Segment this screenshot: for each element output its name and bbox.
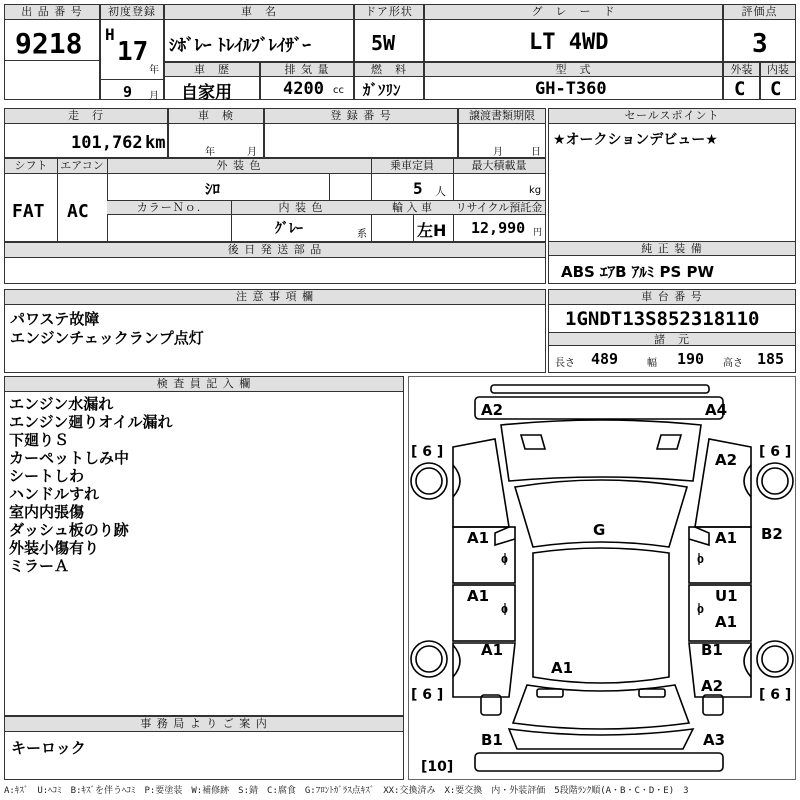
- deadline-month-unit: 月: [493, 147, 503, 158]
- transfer-deadline-header: 譲渡書類期限: [459, 109, 545, 124]
- ext-color-header: 外 装 色: [107, 159, 371, 174]
- sales-point-text: ★オークションデビュー★: [553, 132, 718, 148]
- displacement-unit: cc: [333, 85, 344, 96]
- damage-u1-rear-door-right: U1: [715, 587, 738, 605]
- inspector-note: ハンドルすれ: [9, 485, 100, 503]
- damage-a1-roof-rear: A1: [551, 659, 574, 677]
- history-value: 自家用: [181, 83, 232, 103]
- damage-a3-rear-right: A3: [703, 731, 726, 749]
- length-label: 長さ: [555, 358, 575, 369]
- chassis-header: 車 台 番 号: [549, 290, 795, 305]
- tire-fr-tread: [ 6 ]: [759, 444, 792, 460]
- inspector-note: ダッシュ板のり跡: [9, 521, 129, 539]
- recycle-unit: 円: [533, 228, 543, 238]
- chassis-number: 1GNDT13S852318110: [565, 308, 760, 330]
- grade-box: [424, 4, 723, 62]
- tire-rl-tread: [ 6 ]: [411, 687, 444, 703]
- office-note: キーロック: [11, 739, 86, 757]
- later-parts-header: 後 日 発 送 部 品: [5, 243, 545, 258]
- history-header: 車 歴: [165, 63, 259, 77]
- import-header: 輸 入 車: [371, 201, 453, 215]
- int-color-value: ｸﾞﾚｰ: [275, 221, 303, 237]
- lot-number: 9218: [15, 27, 83, 60]
- lot-number-header: 出 品 番 号: [5, 5, 99, 20]
- model-code-header: 型 式: [425, 63, 722, 77]
- width-label: 幅: [647, 358, 657, 369]
- chassis-box: [548, 289, 796, 373]
- damage-b1-quarter-right: B1: [701, 641, 723, 659]
- score-header: 評価点: [724, 5, 795, 20]
- sales-point-header: セールスポイント: [549, 109, 795, 124]
- max-load-header: 最大積載量: [453, 159, 545, 174]
- damage-a1-front-door-right: A1: [715, 529, 738, 547]
- displacement-value: 4200: [283, 79, 324, 99]
- note-line: エンジンチェックランプ点灯: [10, 329, 204, 347]
- grade-value: LT 4WD: [529, 30, 609, 55]
- recycle-header: リサイクル預託金: [453, 201, 545, 215]
- office-notes-box: [4, 716, 404, 780]
- inspection-month-unit: 月: [247, 147, 257, 158]
- color-no-header: カラーＮｏ.: [107, 201, 231, 215]
- interior-grade-header: 内装: [761, 63, 795, 77]
- door-handle-right-front: 0: [697, 555, 704, 566]
- divider: [231, 201, 232, 241]
- door-handle-right-rear: 0: [697, 605, 704, 616]
- door-box: [354, 4, 424, 62]
- inspector-note: カーペットしみ中: [9, 449, 130, 467]
- registration-year: 17: [117, 37, 149, 67]
- spare-tire-tread: [10]: [421, 759, 454, 775]
- era: H: [105, 25, 115, 44]
- registration-month: 9: [123, 83, 133, 101]
- inspector-note: ミラーＡ: [9, 557, 70, 575]
- inspector-note: 下廻りＳ: [9, 431, 70, 449]
- exterior-grade: C: [734, 78, 746, 100]
- damage-a2-rear-right: A2: [701, 677, 724, 695]
- fuel-box: [354, 62, 424, 100]
- damage-legend: A:ｷｽﾞ U:ﾍｺﾐ B:ｷｽﾞを伴うﾍｺﾐ P:要塗装 W:補修跡 S:錆 C:腐食 G:ﾌﾛﾝﾄｶﾞﾗｽ点ｷｽﾞ XX:交換済み X:要交換 内・外装評価 5段階ﾗﾝｸ順(A・B・C・D・E) 3: [4, 786, 689, 796]
- tire-rr-tread: [ 6 ]: [759, 687, 792, 703]
- divider: [413, 215, 414, 241]
- divider: [101, 79, 163, 80]
- inspector-note: 室内内張傷: [9, 503, 85, 521]
- shift-header: シフト: [5, 159, 57, 174]
- mileage-header: 走 行: [5, 109, 167, 124]
- width-value: 190: [677, 350, 705, 368]
- fuel-header: 燃 料: [355, 63, 423, 77]
- damage-glass: G: [593, 521, 606, 539]
- displacement-box: [260, 62, 354, 100]
- capacity-header: 乗車定員: [371, 159, 453, 174]
- tire-fl-tread: [ 6 ]: [411, 444, 444, 460]
- divider: [5, 60, 99, 61]
- registration-number-box: [264, 108, 458, 158]
- spec-box: [4, 158, 546, 242]
- equipment-header: 純 正 装 備: [549, 241, 795, 256]
- damage-b2-right: B2: [761, 525, 783, 543]
- door-handle-left-rear: 0: [501, 605, 508, 616]
- exterior-grade-box: [723, 62, 760, 100]
- divider: [329, 174, 330, 200]
- inspector-note: 外装小傷有り: [9, 539, 100, 557]
- shift-value: FAT: [12, 201, 45, 222]
- length-value: 489: [591, 350, 619, 368]
- displacement-header: 排 気 量: [261, 63, 353, 77]
- damage-a1-rear-door-right: A1: [715, 613, 738, 631]
- height-value: 185: [757, 350, 785, 368]
- height-label: 高さ: [723, 358, 743, 369]
- grade-header: グ レ ー ド: [425, 5, 722, 20]
- history-box: [164, 62, 260, 103]
- inspector-notes-box: [4, 376, 404, 716]
- interior-grade-box: [760, 62, 796, 100]
- specs-header: 諸 元: [549, 332, 795, 346]
- inspector-note: エンジン水漏れ: [9, 395, 114, 413]
- door-value: 5W: [371, 31, 396, 55]
- deadline-day-unit: 日: [531, 147, 541, 158]
- later-parts-box: [4, 242, 546, 284]
- model-code-value: GH-T360: [535, 79, 607, 99]
- sales-point-box: [548, 108, 796, 284]
- office-notes-header: 事 務 局 よ り ご 案 内: [5, 717, 403, 732]
- transfer-deadline-box: [458, 108, 546, 158]
- first-registration-header: 初度登録: [101, 5, 163, 20]
- damage-a1-quarter-left: A1: [481, 641, 504, 659]
- first-registration-box: [100, 4, 164, 100]
- ext-color-value: ｼﾛ: [205, 180, 221, 198]
- damage-diagram-box: [408, 376, 796, 780]
- score-box: [723, 4, 796, 62]
- interior-grade: C: [770, 78, 782, 100]
- damage-a1-rear-door-left: A1: [467, 587, 490, 605]
- mileage-value: 101,762: [71, 133, 143, 153]
- damage-a4-front-right: A4: [705, 401, 728, 419]
- int-color-suffix: 系: [357, 229, 367, 240]
- max-load-unit: kg: [529, 185, 542, 196]
- model-code-box: [424, 62, 723, 100]
- damage-a2-front-left: A2: [481, 401, 504, 419]
- door-handle-left-front: 0: [501, 555, 508, 566]
- notes-header: 注 意 事 項 欄: [5, 290, 545, 305]
- car-name-box: [164, 4, 354, 62]
- equipment-value: ABS ｴｱB ｱﾙﾐ PS PW: [561, 263, 715, 281]
- inspector-note: シートしわ: [9, 467, 85, 485]
- score-value: 3: [752, 29, 768, 59]
- door-header: ドア形状: [355, 5, 423, 20]
- inspector-notes-header: 検 査 員 記 入 欄: [5, 377, 403, 392]
- year-unit: 年: [149, 65, 159, 76]
- divider: [57, 159, 58, 241]
- exterior-grade-header: 外装: [724, 63, 759, 77]
- damage-a1-front-door-left: A1: [467, 529, 490, 547]
- inspection-header: 車 検: [169, 109, 263, 124]
- capacity-value: 5: [413, 179, 423, 198]
- mileage-box: [4, 108, 168, 158]
- car-name-header: 車 名: [165, 5, 353, 20]
- capacity-unit: 人: [435, 185, 446, 198]
- damage-b1-rear-left: B1: [481, 731, 503, 749]
- lot-number-box: [4, 4, 100, 100]
- aircon-value: AC: [67, 201, 89, 222]
- month-unit: 月: [149, 91, 159, 102]
- car-name: ｼﾎﾞﾚｰ ﾄﾚｲﾙﾌﾞﾚｲｻﾞｰ: [169, 36, 311, 56]
- inspection-year-unit: 年: [205, 147, 215, 158]
- import-value: 左H: [417, 221, 447, 240]
- note-line: パワステ故障: [10, 310, 100, 328]
- damage-a2-fender-right: A2: [715, 451, 738, 469]
- notes-box: [4, 289, 546, 373]
- fuel-value: ｶﾞｿﾘﾝ: [363, 81, 401, 99]
- int-color-header: 内 装 色: [231, 201, 371, 215]
- mileage-unit: km: [145, 133, 166, 153]
- inspector-note: エンジン廻りオイル漏れ: [9, 413, 173, 431]
- car-damage-diagram: [409, 377, 795, 779]
- registration-number-header: 登 録 番 号: [265, 109, 457, 124]
- aircon-header: エアコン: [57, 159, 107, 174]
- inspection-box: [168, 108, 264, 158]
- recycle-value: 12,990: [471, 219, 526, 237]
